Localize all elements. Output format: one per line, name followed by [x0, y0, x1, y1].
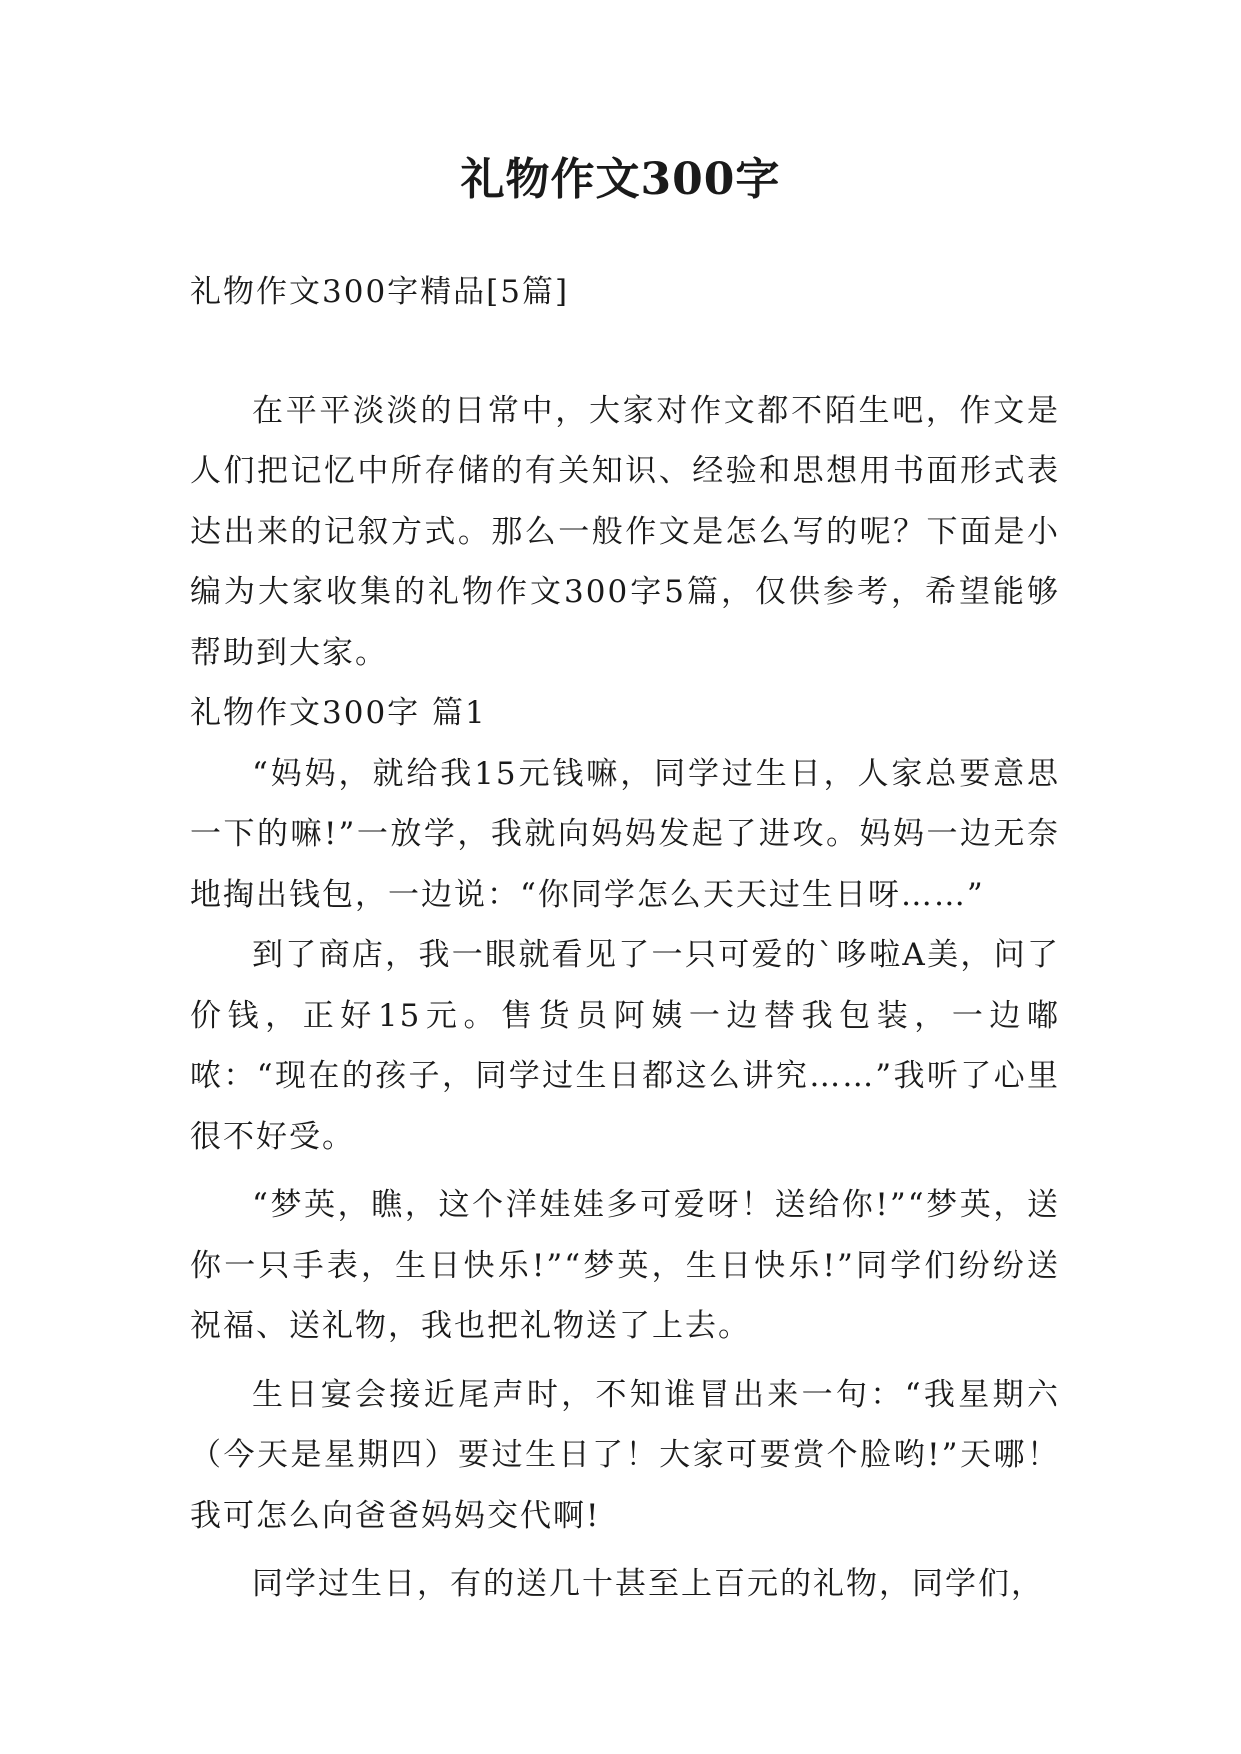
document-subtitle: 礼物作文300字精品[5篇] — [190, 274, 570, 310]
body-paragraph: “梦英，瞧，这个洋娃娃多可爱呀！送给你!”“梦英，送你一只手表，生日快乐!”“梦英，生日快乐!”同学们纷纷送祝福、送礼物，我也把礼物送了上去。 — [190, 1187, 1060, 1344]
document-body — [190, 262, 1060, 1615]
document-title: 礼物作文300字 — [460, 154, 781, 205]
body-paragraph: 同学过生日，有的送几十甚至上百元的礼物，同学们， — [252, 1566, 1044, 1602]
body-paragraph: “妈妈，就给我15元钱嘛，同学过生日，人家总要意思一下的嘛!”一放学，我就向妈妈发起了进攻。妈妈一边无奈地掏出钱包，一边说：“你同学怎么天天过生日呀……” — [190, 755, 1060, 913]
section-heading: 礼物作文300字 篇1 — [190, 695, 487, 731]
body-paragraph: 到了商店，我一眼就看见了一只可爱的`哆啦A美，问了价钱，正好15元。售货员阿姨一边替我包装，一边嘟哝：“现在的孩子，同学过生日都这么讲究……”我听了心里很不好受。 — [190, 937, 1060, 1155]
intro-paragraph: 在平平淡淡的日常中，大家对作文都不陌生吧，作文是人们把记忆中所存储的有关知识、经验和思想用书面形式表达出来的记叙方式。那么一般作文是怎么写的呢？下面是小编为大家收集的礼物作文300字5篇，仅供参考，希望能够帮助到大家。 — [190, 392, 1060, 671]
body-paragraph: 生日宴会接近尾声时，不知谁冒出来一句：“我星期六（今天是星期四）要过生日了！大家可要赏个脸哟!”天哪！我可怎么向爸爸妈妈交代啊! — [190, 1376, 1060, 1534]
